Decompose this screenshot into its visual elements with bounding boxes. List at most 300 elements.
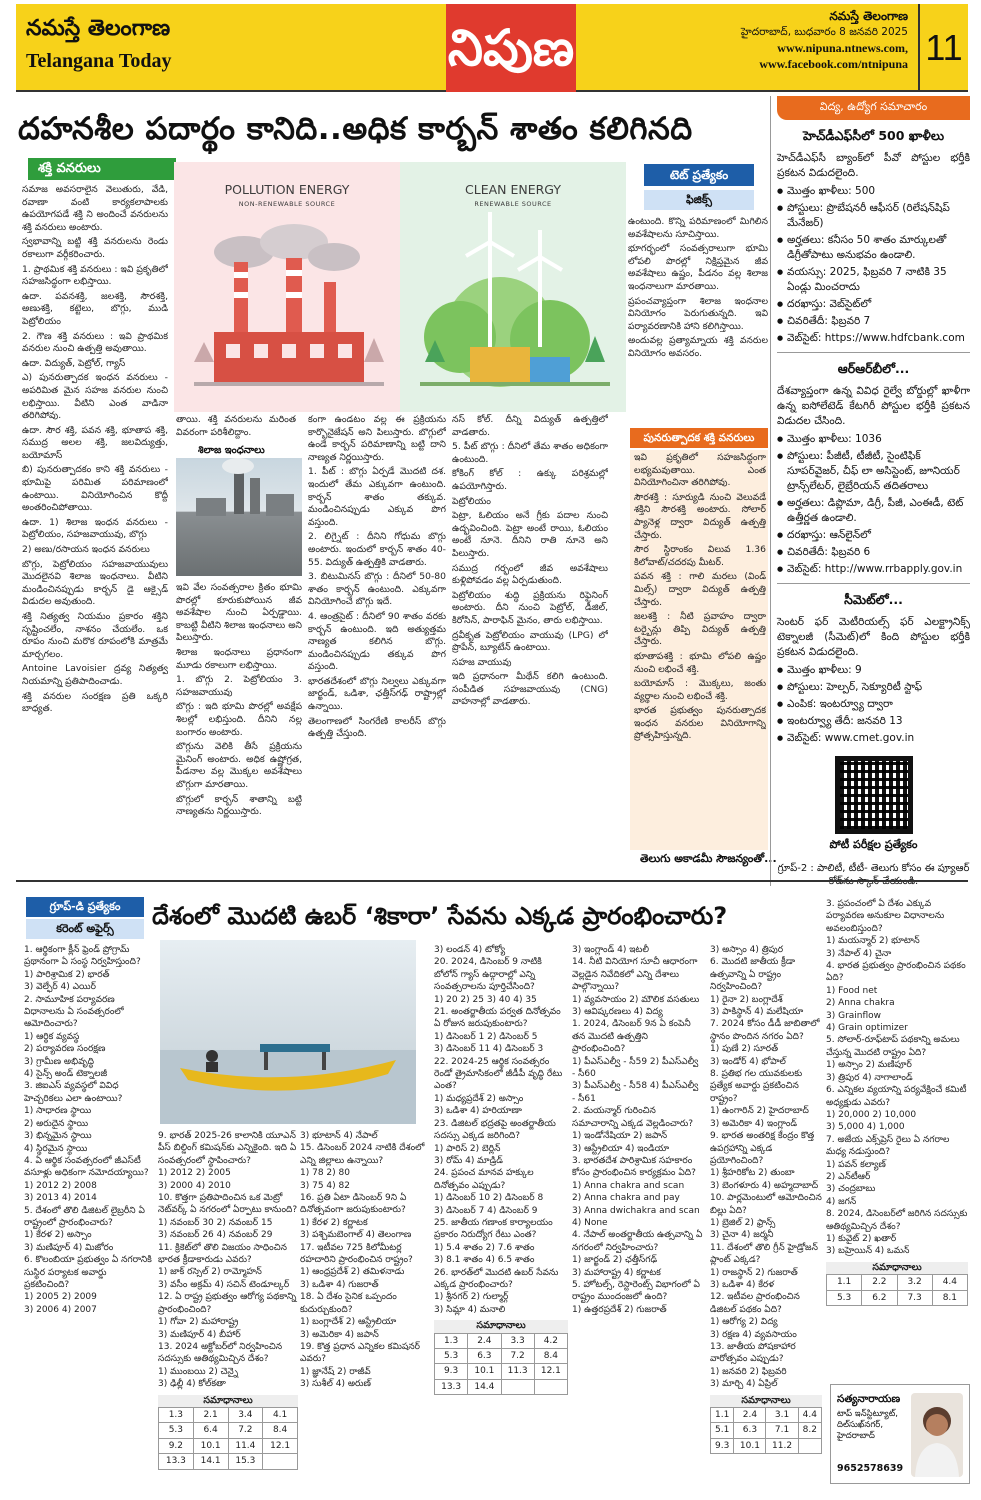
article-paragraph: సముద్ర గర్భంలో జీవ అవశేషాలు కుళ్లిపోవడం వల్ల ఏర్పడుతుంది. <box>452 562 608 587</box>
answer-cell: 14.1 <box>193 1454 228 1469</box>
answer-cell: 3.1 <box>766 1408 798 1423</box>
quiz-column-4 <box>434 944 568 1484</box>
brand-left <box>26 16 171 73</box>
answer-key-a <box>434 1320 568 1395</box>
quiz-line: 4. భారత ప్రభుత్వం ప్రారంభించిన పథకం ఏది? <box>826 961 966 984</box>
answer-key-b <box>158 1395 298 1470</box>
power-plant-photo <box>176 458 302 576</box>
job-fact: ● ఎంపిక: ఇంటర్వ్యూ ద్వారా <box>777 697 970 712</box>
quiz-line: 1) పుణే 2) సూరత్ <box>710 1044 779 1055</box>
quiz-line: 1) ఉంగారిన్ 2) హైదరాబాద్ <box>710 1106 809 1117</box>
quiz-line: 4) స్థిరమైన స్థాయి <box>24 1143 88 1154</box>
answer-cell: 5.3 <box>435 1349 468 1364</box>
job-fact: ● వెబ్‌సైట్: www.cmet.gov.in <box>777 731 970 746</box>
rail-header: విద్య, ఉద్యోగ సమాచారం <box>777 96 970 120</box>
answer-cell: 1.1 <box>711 1408 734 1423</box>
article-paragraph: పెట్రోలియం శుద్ధి ప్రక్రియను రిఫైనింగ్ అంటారు. దీని నుంచి పెట్రోల్, డీజిల్, కిరోసిన్, పారాఫిన్ మైనం, తారు లభిస్తాయి. <box>452 589 608 626</box>
quiz-line: 4) జగన్ <box>826 1196 857 1207</box>
quiz-line: 22. 2024-25 ఆర్థిక సంవత్సరం రెండో త్రైమాసికంలో జీడీపీ వృద్ధి రేటు ఎంత? <box>434 1056 563 1092</box>
pollution-subtitle: NON-RENEWABLE SOURCE <box>238 200 336 208</box>
quiz-line: 3) సుశీల్ 4) అరుణ్ <box>300 1379 371 1390</box>
answer-cell: 8.4 <box>263 1423 298 1438</box>
quiz-column-5 <box>572 944 704 1484</box>
quiz-line: 3) చంద్రబాబు <box>826 1184 876 1195</box>
answer-row <box>159 1407 298 1422</box>
quiz-line: 3) 75 4) 82 <box>300 1180 350 1191</box>
quiz-column-2-questions <box>158 1130 298 1391</box>
article-paragraph: సౌరశక్తి : సూర్యుడి నుంచి వెలువడే శక్తిని సౌరశక్తి అంటారు. సోలార్ ప్యానెళ్ల ద్వారా విద్యుత్ ఉత్పత్తి చేస్తారు. <box>634 491 766 541</box>
answers-table <box>158 1407 298 1470</box>
article-paragraph: ఉంటుంది. కొన్ని పరిమాణంలో మిగిలిన అవశేషాలను సూచిస్తాయి. <box>628 216 768 240</box>
author-phone: 9652578639 <box>837 1463 904 1474</box>
quiz-line: 1) 20 2) 25 3) 40 4) 35 <box>434 994 537 1005</box>
answer-row <box>435 1333 568 1348</box>
answer-cell: 7.2 <box>228 1423 263 1438</box>
job-fact: ● పోస్టులు: హెల్పర్, సెక్యూరిటీ స్టాఫ్ <box>777 680 970 695</box>
answers-title: సమాధానాలు <box>158 1395 298 1407</box>
quiz-column-7-questions <box>826 898 968 1258</box>
quiz-line: 20. 2024, డిసెంబర్ 9 నాటికి బోలోన్ గ్యాస్ ఉద్గారాల్లో ఎన్ని సంవత్సరాలను పూర్తిచేసింది? <box>434 957 542 993</box>
answers-title: సమాధానాలు <box>710 1395 822 1407</box>
quiz-line: 2) అరుదైన స్థాయి <box>24 1118 89 1129</box>
article-paragraph: కంగా ఉండటం వల్ల ఈ ప్రక్రియను కార్బొనైజేషన్ అని పిలుస్తారు. బొగ్గులో ఉండే కార్బన్ పరిమాణాన్ని బట్టి దాని నాణ్యత నిర్ణయిస్తారు. <box>308 414 446 463</box>
answer-cell: 4.4 <box>932 1275 967 1290</box>
answer-row <box>711 1438 822 1453</box>
quiz-line: 1) పారిశ్రామిక 2) భారత్ <box>24 969 110 980</box>
quiz-line: 4. నేపాల్ అంతర్జాతీయ ఉత్సవాన్ని ఏ నగరంలో నిర్వహించారు? <box>572 1230 703 1253</box>
answer-cell: 11.2 <box>766 1438 798 1453</box>
answer-row <box>435 1379 568 1394</box>
answers-title: సమాధానాలు <box>434 1320 568 1332</box>
paper-name: నమస్తే తెలంగాణ <box>26 16 171 41</box>
quiz-line: 2) Anna chakra and pay <box>572 1193 680 1204</box>
answer-cell: 15.3 <box>228 1454 263 1469</box>
quiz-line: 3. జిఐఎస్ వ్యవస్థలో వివిధ హెచ్చరికలు ఎలా ఉంటాయి? <box>24 1081 123 1104</box>
answer-cell <box>501 1379 534 1394</box>
quiz-line: 3) వెల్ఫేర్ 4) ఎయిర్ <box>24 982 96 993</box>
article-paragraph: బొగ్గు : ఇది భూమి పొరల్లో అవక్షేప శిలల్లో లభిస్తుంది. దీనిని నల్ల బంగారం అంటారు. <box>176 701 302 738</box>
supplement-logo: నిపుణ <box>446 4 576 92</box>
answer-cell: 10.1 <box>468 1364 501 1379</box>
hdfc-title: హెచ్‌డీఎఫ్‌సీలో 500 ఖాళీలు <box>802 128 945 143</box>
answer-cell: 2.4 <box>468 1333 501 1348</box>
quiz-column-2 <box>158 1130 298 1485</box>
quiz-line: 1) ఆరోగ్య 2) విద్య <box>710 1317 778 1328</box>
quiz-line: 3) Anna dwichakra and scan <box>572 1205 700 1216</box>
quiz-line: 1) 2012 2) 2008 <box>24 1180 97 1191</box>
rrb-title: ఆర్ఆర్‌బీలో... <box>837 361 910 376</box>
clean-title: CLEAN ENERGY <box>465 182 561 197</box>
quiz-line: 3) భూటాన్ 4) నేపాల్ <box>300 1131 378 1141</box>
answer-key-c <box>710 1395 822 1455</box>
quiz-line: 11. దేశంలో తొలి గ్రీన్ హైడ్రోజన్ ప్లాంట్ ఎక్కడ? <box>710 1242 818 1266</box>
job-fact: ● అర్హతలు: డిప్లొమా, డిగ్రీ, పీజీ, ఎంఈడీ, టెట్ ఉత్తీర్ణత ఉండాలి. <box>777 496 970 526</box>
job-fact: ● వయస్సు: 2025, ఫిబ్రవరి 7 నాటికి 35 ఏండ్లు మించరాదు <box>777 265 970 295</box>
quiz-line: 3) ఒడిశా 4) హరియాణా <box>434 1106 522 1117</box>
cmet-title: సీమెట్‌లో... <box>844 592 903 607</box>
quiz-line: 3) నవంబర్ 26 4) నవంబర్ 29 <box>158 1230 273 1241</box>
answer-row <box>435 1349 568 1364</box>
job-fact: ● పోస్టులు: ప్రొబేషనరీ ఆఫీసర్ (రిలేషన్‌షిప్ మేనేజర్) <box>777 201 970 231</box>
hdfc-facts <box>777 184 970 346</box>
quiz-line: 1) జనవరి 2) ఫిబ్రవరి <box>710 1366 787 1377</box>
answer-cell: 3.4 <box>228 1407 263 1422</box>
article-paragraph: సమాజ అవసరాలైన వెలుతురు, వేడి, రవాణా వంటి కార్యకలాపాలకు ఉపయోగపడే శక్తి ని అందించే వనరులను శక్తి వనరులు అంటారు. <box>22 184 168 233</box>
dateline: హైదరాబాద్, బుధవారం 8 జనవరి 2025 <box>740 26 908 38</box>
quiz-line: 1) ముంబయి 2) చెన్నై <box>158 1366 239 1377</box>
answer-cell: 2.2 <box>862 1275 897 1290</box>
quiz-line: 5. సోలార్-రూఫ్‌టాప్ పథకాన్ని అమలు చేస్తున్న మొదటి రాష్ట్రం ఏది? <box>826 1035 960 1058</box>
quiz-line: 3) చైనా 4) జర్మనీ <box>710 1230 774 1241</box>
main-headline: దహనశీల పదార్థం కానిది..అధిక కార్బన్ శాతం కలిగినది <box>18 111 693 147</box>
job-fact: ● వెబ్‌సైట్: http://www.rrbapply.gov.in <box>777 562 970 577</box>
quiz-column-4-questions <box>434 944 568 1316</box>
quiz-line: 3) ఇంగ్లాండ్ 4) ఇటలీ <box>572 945 649 955</box>
quiz-line: 26. భారత్‌లో మొదటి ఉబర్ సేవను ఎక్కడ ప్రారంభించారు? <box>434 1267 559 1290</box>
clean-subtitle: RENEWABLE SOURCE <box>474 200 552 208</box>
quiz-line: 1) 78 2) 80 <box>300 1168 350 1179</box>
quiz-line: 1) రాజస్థాన్ 2) గుజరాత్ <box>710 1267 798 1278</box>
quiz-line: 14. నీటి వినియోగ సూచీ ఆధారంగా వెల్లడైన నివేదికలో ఎన్ని దేశాలు పాల్గొన్నాయి? <box>572 957 698 993</box>
job-fact: ● చివరితేదీ: ఫిబ్రవరి 6 <box>777 545 970 560</box>
quiz-line: 16. ప్రతి ఏటా డిసెంబర్ 9ని ఏ దినోత్సవంగా జరుపుకుంటారు? <box>300 1193 407 1216</box>
quiz-line: 1) అస్సాం 2) మణిపూర్ <box>826 1060 912 1071</box>
quiz-line: 21. అంతర్జాతీయ పర్వత దినోత్సవం ఏ రోజున జరుపుకుంటారు? <box>434 1007 561 1030</box>
quiz-line: 3) గ్రామీణ అభివృద్ధి <box>24 1056 95 1067</box>
answer-cell: 7.2 <box>501 1349 534 1364</box>
masthead <box>16 4 968 92</box>
answer-cell: 5.3 <box>159 1423 194 1438</box>
author-name: సత్యనారాయణ <box>837 1393 901 1405</box>
answer-row <box>159 1454 298 1469</box>
article-paragraph: ద్రవీకృత పెట్రోలియం వాయువు (LPG) లో ప్రొపేన్, బ్యూటేన్ ఉంటాయి. <box>452 629 608 654</box>
article-paragraph: శిలాజ ఇంధనాలు ప్రధానంగా మూడు రకాలుగా లభిస్తాయి. <box>176 646 302 671</box>
quiz-line: 1) సాధారణ స్థాయి <box>24 1106 92 1117</box>
group-note: గ్రూప్-2 : పాలిటీ, టీటీ- తెలుగు కోసం ఈ ప్యూఆర్ కోడ్‌ను స్కాన్ చేయండి. <box>777 863 970 887</box>
answer-row <box>711 1423 822 1438</box>
answer-cell: 4.2 <box>534 1333 567 1348</box>
quiz-line: 1) శ్రీనగర్ 2) గుల్మార్గ్ <box>434 1292 509 1303</box>
renewable-tag: పునరుత్పాదక శక్తి వనరులు <box>630 428 768 448</box>
quiz-line: 19. కొత్త ప్రధాన ఎన్నికల కమిషనర్ ఎవరు? <box>300 1341 420 1365</box>
quiz-line: 6. మొదటి జాతీయ క్రీడా ఉత్సవాన్ని ఏ రాష్ట్రం నిర్వహించింది? <box>710 957 796 993</box>
quiz-line: 3) 2006 4) 2007 <box>24 1304 97 1315</box>
answer-row <box>711 1408 822 1423</box>
quiz-line: 3) ఢిల్లీ 4) కోల్‌కతా <box>158 1379 226 1390</box>
quiz-line: 11. క్రికెట్‌లో తొలి విజయం సాధించిన భారత క్రీడాకారుడు ఎవరు? <box>158 1242 287 1266</box>
article-paragraph: జలశక్తి : నీటి ప్రవాహం ద్వారా టర్బైన్లు తిప్పి విద్యుత్ ఉత్పత్తి చేస్తారు. <box>634 611 766 648</box>
answer-cell: 13.3 <box>159 1454 194 1469</box>
quiz-line: 1) పారిస్ 2) బెర్లిన్ <box>434 1143 501 1154</box>
clean-panel <box>400 162 626 412</box>
article-column-2-top: తాయి. శక్తి వనరులను మరింత వివరంగా పరిశీలిద్దాం. <box>176 414 296 438</box>
paper-name-en-text: Telangana Today <box>26 50 172 72</box>
answers-title: సమాధానాలు <box>826 1262 968 1274</box>
answer-cell <box>534 1379 567 1394</box>
article-paragraph: 1. పీట్ : బొగ్గు ఏర్పడే మొదటి దశ. ఇందులో తేమ ఎక్కువగా ఉంటుంది. కార్బన్ శాతం తక్కువ. మండించినప్పుడు ఎక్కువ పొగ వస్తుంది. <box>308 466 446 528</box>
website-link[interactable]: www.nipuna.ntnews.com, <box>777 41 908 55</box>
quiz-line: 3) మణిపూర్ 4) బీహార్ <box>158 1329 241 1340</box>
quiz-line: 1) 5.4 శాతం 2) 7.6 శాతం <box>434 1242 535 1253</box>
answer-cell: 11.3 <box>501 1364 534 1379</box>
article-paragraph: ఉదా. 1) శిలాజ ఇంధన వనరులు - పెట్రోలియం, సహజవాయువు, బొగ్గు <box>22 516 168 541</box>
job-fact: ● చివరితేదీ: ఫిబ్రవరి 7 <box>777 314 970 329</box>
quiz-line: 2) Anna chakra <box>826 998 895 1009</box>
quiz-line: 1) ఉత్తరప్రదేశ్ 2) గుజరాత్ <box>572 1304 667 1315</box>
answer-cell: 10.1 <box>193 1438 228 1453</box>
cmet-facts <box>777 663 970 746</box>
quiz-line: 18. ఏ దేశం సైనిక ఒప్పందం కుదుర్చుకుంది? <box>300 1292 397 1315</box>
article-paragraph: బొగ్గులో కార్బన్ శాతాన్ని బట్టి నాణ్యతను నిర్ణయిస్తారు. <box>176 793 302 818</box>
quiz-line: 3) డిసెంబర్ 7 4) డిసెంబర్ 9 <box>434 1205 538 1216</box>
article-column-4 <box>452 414 608 864</box>
quiz-line: 3) మహారాష్ట్ర 4) కర్ణాటక <box>572 1267 661 1278</box>
quiz-line: 1) మయన్మార్ 2) భూటాన్ <box>826 936 920 947</box>
answer-cell: 7.1 <box>766 1423 798 1438</box>
author-info: టాప్ ఇన్‌స్టిట్యూట్, దిల్‌సుఖ్‌నగర్, హైదరాబాద్ <box>837 1409 898 1441</box>
job-fact: ● మొత్తం ఖాళీలు: 1036 <box>777 432 970 447</box>
article-paragraph: ఇవి వేల సంవత్సరాల క్రితం భూమి పొరల్లో కూరుకుపోయిన జీవ అవశేషాల నుంచి ఏర్పడ్డాయి. కాబట్టి వీటిని శిలాజ ఇంధనాలు అని పిలుస్తారు. <box>176 582 302 644</box>
answer-cell: 1.1 <box>827 1275 862 1290</box>
article-paragraph: బయోమాస్ : మొక్కలు, జంతు వ్యర్థాల నుంచి లభించే శక్తి. <box>634 678 766 702</box>
answer-cell: 4.4 <box>798 1408 821 1423</box>
quiz-line: 3) అమెరికా 4) ఇంగ్లాండ్ <box>710 1118 798 1129</box>
pollution-panel <box>174 162 400 412</box>
shikara-photo <box>160 940 416 1124</box>
chimney-graphic <box>176 458 302 576</box>
article-paragraph: ఇది ప్రధానంగా మీథేన్ కలిగి ఉంటుంది. సంపీడిత సహజవాయువు (CNG) వాహనాల్లో వాడతారు. <box>452 671 608 708</box>
answer-cell: 9.2 <box>159 1438 194 1453</box>
quiz-line: 12. ఇటీవల ప్రారంభించిన డిజిటల్ పథకం ఏది? <box>710 1292 800 1315</box>
author-card <box>830 1384 970 1484</box>
quiz-line: 1) ఇండోనేషియా 2) జపాన్ <box>572 1131 668 1142</box>
quiz-line: 1. 2024, డిసెంబర్ 9న ఏ కంపెనీ తన మొదటి ఉత్పత్తిని ప్రారంభించింది? <box>572 1019 691 1055</box>
quiz-line: 3) నేపాల్ 4) చైనా <box>826 948 892 959</box>
quiz-column-6-questions <box>710 944 822 1391</box>
answer-cell: 8.2 <box>798 1423 821 1438</box>
answer-cell: 5.3 <box>827 1290 862 1305</box>
quiz-line: 1) జ్ఞానేష్ 2) రాజీవ్ <box>300 1366 371 1377</box>
answer-cell: 13.3 <box>435 1379 468 1394</box>
answer-row <box>159 1423 298 1438</box>
paper-name-right: నమస్తే తెలంగాణ <box>829 9 908 23</box>
quiz-line: 3) మార్చి 4) ఏప్రిల్ <box>710 1379 778 1390</box>
shikara-boat-graphic <box>160 940 416 1124</box>
answer-cell <box>798 1438 821 1453</box>
answers-table <box>826 1274 968 1306</box>
quiz-line: 1) 2005 2) 2009 <box>24 1292 97 1303</box>
quiz-line: 3) ఆవిష్కరణలు 4) విద్య <box>572 1007 663 1018</box>
quiz-line: 2) పర్యావరణ సంరక్షణ <box>24 1044 106 1055</box>
quiz-line: 1) ఆంధ్రప్రదేశ్ 2) తమిళనాడు <box>300 1267 405 1278</box>
article-paragraph: పెట్రా, ఓలియం అనే గ్రీకు పదాల నుంచి ఉద్భవించింది. పెట్రా అంటే రాయి, ఓలియం అంటే నూనె. దీనిని రాతి నూనె అని పిలుస్తారు. <box>452 510 608 559</box>
article-paragraph: స్వభావాన్ని బట్టి శక్తి వనరులను రెండు రకాలుగా వర్గీకరించారు. <box>22 236 168 260</box>
quiz-line: 1) 2012 2) 2005 <box>158 1168 231 1179</box>
article-paragraph: కోకింగ్ కోల్ : ఉక్కు పరిశ్రమల్లో ఉపయోగిస్తారు. <box>452 468 608 492</box>
quiz-line: 15. డిసెంబర్ 2024 నాటికి దేశంలో ఎన్ని జిల్లాలు ఉన్నాయి? <box>300 1143 425 1166</box>
article-paragraph: భారత ప్రభుత్వం పునరుత్పాదక ఇంధన వనరుల వినియోగాన్ని ప్రోత్సహిస్తున్నది. <box>634 705 766 742</box>
quiz-line: 1) 20,000 2) 10,000 <box>826 1109 917 1120</box>
quiz-line: 2. సామూహిక పర్యావరణ విధానాలను ఏ సంవత్సరంలో ఆమోదించారు? <box>24 994 124 1030</box>
article-paragraph: 2) అణు/రసాయన ఇంధన వనరులు <box>22 544 150 556</box>
quiz-column-6 <box>710 944 822 1484</box>
answer-cell: 7.3 <box>897 1290 932 1305</box>
courtesy-note: తెలుగు అకాడమీ సౌజన్యంతో... <box>640 852 777 865</box>
quiz-line: 3) ఇండోర్ 4) భోపాల్ <box>710 1056 786 1067</box>
job-fact: ● మొత్తం ఖాళీలు: 9 <box>777 663 970 678</box>
author-photo <box>911 1393 963 1477</box>
quiz-line: 24. ప్రపంచ మానవ హక్కుల దినోత్సవం ఎప్పుడు? <box>434 1168 534 1191</box>
quiz-line: 3) Grainflow <box>826 1010 882 1021</box>
answer-cell: 6.3 <box>734 1423 766 1438</box>
quiz-line: 2) ఎన్‌టీఆర్ <box>826 1171 871 1182</box>
tet-special-tag: టెట్ ప్రత్యేకం <box>644 164 754 186</box>
quiz-line: 3) రక్షణ 4) వ్యవసాయం <box>710 1329 797 1340</box>
section-divider <box>16 880 968 882</box>
quiz-line: 5. హోటల్స్, రెస్టారెంట్స్ విభాగంలో ఏ రాష్ట్రం ముందంజలో ఉంది? <box>572 1279 700 1303</box>
article-paragraph: సౌర స్థిరాంకం విలువ 1.36 కిలోవాట్/చదరపు మీటర్. <box>634 544 766 568</box>
article-paragraph: ఉదా. సౌర శక్తి, పవన శక్తి, భూతాప శక్తి, సముద్ర అలల శక్తి, జలవిద్యుత్తు, బయోమాస్ <box>22 424 168 461</box>
article-paragraph: ఎ) పునరుత్పాదక ఇంధన వనరులు - అపరిమిత మైన సహజ వనరుల నుంచి లభిస్తాయి. వీటిని ఎంత వాడినా తరిగిపోవు. <box>22 372 168 422</box>
article-paragraph: పవన శక్తి : గాలి మరలు (విండ్ మిల్స్) ద్వారా విద్యుత్ ఉత్పత్తి చేస్తారు. <box>634 571 766 608</box>
quiz-line: 9. భారత అంతరిక్ష కేంద్రం కొత్త ఉపగ్రహాన్ని ఎక్కడ ప్రయోగించింది? <box>710 1131 815 1166</box>
answer-cell: 10.1 <box>734 1438 766 1453</box>
article-paragraph: 4. ఆంత్రసైట్ : దీనిలో 90 శాతం వరకు కార్బన్ ఉంటుంది. ఇది అత్యుత్తమ నాణ్యత కలిగిన బొగ్గు. మండించినప్పుడు తక్కువ పొగ వస్తుంది. <box>308 610 446 673</box>
quiz-line: 23. డిజిటల్ భద్రతపై అంతర్జాతీయ సదస్సు ఎక్కడ జరిగింది? <box>434 1118 556 1142</box>
jobs-rail <box>770 96 970 886</box>
answer-cell: 14.4 <box>468 1379 501 1394</box>
quiz-line: 1) పవన్ కల్యాణ్ <box>826 1159 886 1170</box>
answer-cell: 12.1 <box>263 1438 298 1453</box>
quiz-line: 1) Food net <box>826 985 878 996</box>
page-number: 11 <box>918 4 968 92</box>
quiz-line: 3) ఆస్ట్రేలియా 4) ఇండియా <box>572 1143 670 1154</box>
quiz-line: 1) జార్ఖండ్ 2) ఛత్తీస్‌గఢ్ <box>572 1255 658 1266</box>
quiz-line: 1) నవంబర్ 30 2) నవంబర్ 15 <box>158 1217 273 1228</box>
quiz-line: 1) బంగ్లాదేశ్ 2) ఆస్ట్రేలియా <box>300 1317 397 1328</box>
article-column-1 <box>22 184 168 864</box>
quiz-line: 9. భారత్ 2025-26 కాలానికి యూఎన్ పీస్ బిల్డింగ్ కమిషన్‌కు ఎన్నికైంది. ఇది ఏ సంవత్సరంలో స్థాపించారు? <box>158 1131 297 1166</box>
article-paragraph: 3. బిటుమినస్ బొగ్గు : దీనిలో 50-80 శాతం కార్బన్ ఉంటుంది. ఎక్కువగా వినియోగించే బొగ్గు ఇదే. <box>308 571 446 608</box>
answer-cell: 3.3 <box>501 1333 534 1348</box>
quiz-line: 3) డిసెంబర్ 11 4) డిసెంబర్ 3 <box>434 1044 544 1055</box>
quiz-line: 1) ఆర్థిక వ్యవస్థ <box>24 1031 80 1042</box>
lower-headline: దేశంలో మొదటి ఉబర్ ‘శికారా’ సేవను ఎక్కడ ప్రారంభించారు? <box>152 902 728 930</box>
quiz-column-3 <box>300 1130 430 1485</box>
rail-divider <box>777 583 970 584</box>
author-avatar <box>911 1393 963 1477</box>
quiz-line: 3) బెంగళూరు 4) అహ్మదాబాద్ <box>710 1180 819 1191</box>
job-fact: ● ఇంటర్వ్యూ తేదీ: జనవరి 13 <box>777 714 970 729</box>
job-fact: ● దరఖాస్తు: వెబ్‌సైట్‌లో <box>777 297 970 312</box>
article-paragraph: సహజ వాయువు <box>452 656 512 668</box>
qr-code[interactable] <box>835 756 913 834</box>
quiz-line: 1) డిసెంబర్ 1 2) డిసెంబర్ 5 <box>434 1031 538 1042</box>
answer-cell: 1.3 <box>159 1407 194 1422</box>
cmet-intro: సెంటర్ ఫర్ మెటీరియల్స్ ఫర్ ఎలక్ట్రానిక్స్ టెక్నాలజీ (సీమెట్)లో కింది పోస్టుల భర్తీకి ప్రకటన విడుదలైంది. <box>777 616 970 658</box>
answer-cell: 11.4 <box>228 1438 263 1453</box>
article-paragraph: 2. గౌణ శక్తి వనరులు : ఇవి ప్రాథమిక వనరుల నుంచి ఉత్పత్తి అవుతాయి. <box>22 330 168 355</box>
quiz-line: 7. 2024 కోసం డీడీ జాబితాలో స్థానం పొందిన నగరం ఏది? <box>710 1019 820 1042</box>
quiz-line: 3) లండన్ 4) టోక్యో <box>434 945 506 955</box>
quiz-line: 1) కువైట్ 2) ఖతార్ <box>826 1233 897 1244</box>
quiz-line: 1) మధ్యప్రదేశ్ 2) అస్సాం <box>434 1093 524 1104</box>
quiz-line: 3) రోమ్ 4) మాడ్రిడ్ <box>434 1155 503 1166</box>
rail-divider <box>777 352 970 353</box>
answer-row <box>827 1275 968 1290</box>
job-fact: ● అర్హతలు: కనీసం 50 శాతం మార్కులతో డిగ్రీతోపాటు అనుభవం ఉండాలి. <box>777 233 970 263</box>
quiz-line: 7. అజేయ ఎక్స్‌ప్రెస్ రైలు ఏ నగరాల మధ్య నడుస్తుంది? <box>826 1134 950 1158</box>
article-paragraph: బొగ్గు, పెట్రోలియం సహజవాయువులు మొదలైనవి శిలాజ ఇంధనాలు. వీటిని మండించినప్పుడు కార్బన్ డై ఆక్సైడ్ విడుదల అవుతుంది. <box>22 558 168 608</box>
group-d-tag: గ్రూప్-డి ప్రత్యేకం <box>26 897 144 917</box>
quiz-line: 3. భారతదేశ పారిశ్రామిక సహకారం కోసం ప్రారంభించిన కార్యక్రమం ఏది? <box>572 1155 696 1179</box>
pollution-title: POLLUTION ENERGY <box>224 182 350 197</box>
job-fact: ● పోస్టులు: పీజీటీ, టీజీటీ, సైంటిఫిక్ సూపర్‌వైజర్, చీఫ్ లా అసిస్టెంట్, జూనియర్ ట్రాన్స్‌లేటర్, లైబ్రేరియన్ తదితరాలు <box>777 449 970 494</box>
answer-row <box>159 1438 298 1453</box>
quiz-line: 1) జాక్ రస్సెల్ 2) రామ్మోహన్ <box>158 1267 262 1278</box>
answer-cell <box>263 1454 298 1469</box>
article-column-3 <box>308 414 446 864</box>
article-paragraph: శక్తి వనరుల సంరక్షణ ప్రతి ఒక్కరి బాధ్యత. <box>22 690 168 715</box>
answer-row <box>827 1290 968 1305</box>
answer-cell: 8.1 <box>932 1290 967 1305</box>
answer-cell: 3.2 <box>897 1275 932 1290</box>
quiz-line: 1) పీఎస్ఎల్వీ - సీ59 2) పీఎస్ఎల్వీ - సీ60 <box>572 1056 699 1080</box>
article-paragraph: తెలంగాణలో సింగరేణి కాలరీస్ బొగ్గు ఉత్పత్తి చేస్తుంది. <box>308 715 446 740</box>
article-paragraph: భూతాపశక్తి : భూమి లోపలి ఉష్ణం నుంచి లభించే శక్తి. <box>634 650 766 675</box>
quiz-line: 3) సిమ్లా 4) మనాలి <box>434 1304 506 1315</box>
quiz-line: 10. పార్లమెంటులో ఆమోదించిన బిల్లు ఏది? <box>710 1193 822 1216</box>
article-paragraph: భారతదేశంలో బొగ్గు నిల్వలు ఎక్కువగా జార్ఖండ్, ఒడిశా, ఛత్తీస్‌గఢ్ రాష్ట్రాల్లో ఉన్నాయి. <box>308 675 446 713</box>
rrb-facts <box>777 432 970 577</box>
article-paragraph: 1. ప్రాథమిక శక్తి వనరులు : ఇవి ప్రకృతిలో సహజసిద్ధంగా లభిస్తాయి. <box>22 263 168 288</box>
quiz-line: 4) సైన్స్ అండ్ టెక్నాలజీ <box>24 1069 108 1080</box>
quiz-line: 17. ఇటీవల 725 కిలోమీటర్ల రహదారిని ప్రారంభించిన రాష్ట్రం? <box>300 1242 413 1266</box>
answer-cell: 4.1 <box>263 1407 298 1422</box>
article-paragraph: నస్ కోల్. దీన్ని విద్యుత్ ఉత్పత్తిలో వాడతారు. <box>452 414 608 438</box>
quiz-line: 3) పీఎస్ఎల్వీ - సీ58 4) పీఎస్ఎల్వీ - సీ61 <box>572 1081 699 1104</box>
article-paragraph: బొగ్గును వెలికి తీసే ప్రక్రియను మైనింగ్ అంటారు. అధిక ఉష్ణోగ్రత, పీడనాల వల్ల మొక్కల అవశేషాలు బొగ్గుగా మారతాయి. <box>176 741 302 790</box>
rrb-intro: దేశవ్యాప్తంగా ఉన్న వివిధ రైల్వే బోర్డుల్లో ఖాళీగా ఉన్న ఐసోలేటెడ్ కేటగిరీ పోస్టుల భర్తీకి ప్రకటన విడుదల చేసింది. <box>777 385 970 427</box>
answer-cell: 2.4 <box>734 1408 766 1423</box>
quiz-line: 6. ఎన్నికల వ్యయాన్ని పర్యవేక్షించే కమిటీ అధ్యక్షుడు ఎవరు? <box>826 1085 967 1108</box>
article-column-2 <box>176 582 302 864</box>
answer-cell: 6.3 <box>468 1349 501 1364</box>
quiz-line: 4) Grain optimizer <box>826 1023 908 1034</box>
answer-cell: 6.4 <box>193 1423 228 1438</box>
quiz-column-7 <box>826 898 968 1378</box>
energy-illustration <box>174 162 626 412</box>
quiz-line: 6. కొలంబియా ప్రభుత్వం ఏ నగరానికి సుస్థిర పర్యాటక అవార్డు ప్రకటించింది? <box>24 1255 152 1290</box>
quiz-line: 4. ఏ ఆర్థిక సంవత్సరంలో జీఎస్‌టీ వసూళ్లు అధికంగా నమోదయ్యాయి? <box>24 1155 149 1179</box>
article-paragraph: ఇవి ప్రకృతిలో సహజసిద్ధంగా లభ్యమవుతాయి. ఎంత వినియోగించినా తరిగిపోవు. <box>634 452 766 489</box>
quiz-line: 3) 5,000 4) 1,000 <box>826 1122 905 1133</box>
quiz-line: 13. జాతీయ పోషకాహార వారోత్సవం ఎప్పుడు? <box>710 1342 796 1365</box>
quiz-line: 4) None <box>572 1217 608 1228</box>
article-paragraph: శక్తి నిత్యత్వ నియమం ప్రకారం శక్తిని సృష్టించలేం, నాశనం చేయలేం. ఒక రూపం నుంచి మరొక రూపంలోకి మాత్రమే మార్చగలం. <box>22 611 168 660</box>
answer-cell: 6.2 <box>862 1290 897 1305</box>
article-paragraph: బి) పునరుత్పాదకం కాని శక్తి వనరులు - భూమిపై పరిమిత పరిమాణంలో ఉంటాయి. వినియోగించిన కొద్దీ అంతరించిపోతాయి. <box>22 464 168 514</box>
facebook-link[interactable]: www.facebook.com/ntnipuna <box>759 57 908 71</box>
answer-key-d <box>826 1262 968 1306</box>
job-fact: ● వెబ్‌సైట్: https://www.hdfcbank.com <box>777 331 970 346</box>
article-paragraph: 1. బొగ్గు 2. పెట్రోలియం 3. సహజవాయువు <box>176 674 302 698</box>
quiz-line: 3) 8.1 శాతం 4) 6.5 శాతం <box>434 1255 535 1266</box>
quiz-line: 1. ఆర్థికంగా క్లీన్ ఫ్రెండ్ ప్రోగ్రామ్ ప్రథానంగా ఏ సంస్థ నిర్వహిస్తుంది? <box>24 945 141 968</box>
quiz-line: 10. కొత్తగా ప్రతిపాదించిన ఒక మెట్రో నెట్‌వర్క్ ఏ నగరంలో ఏర్పాటు కానుంది? <box>158 1193 298 1216</box>
factory-illustration <box>174 162 400 412</box>
quiz-line: 3) త్రిపుర 4) నాగాలాండ్ <box>826 1072 913 1083</box>
